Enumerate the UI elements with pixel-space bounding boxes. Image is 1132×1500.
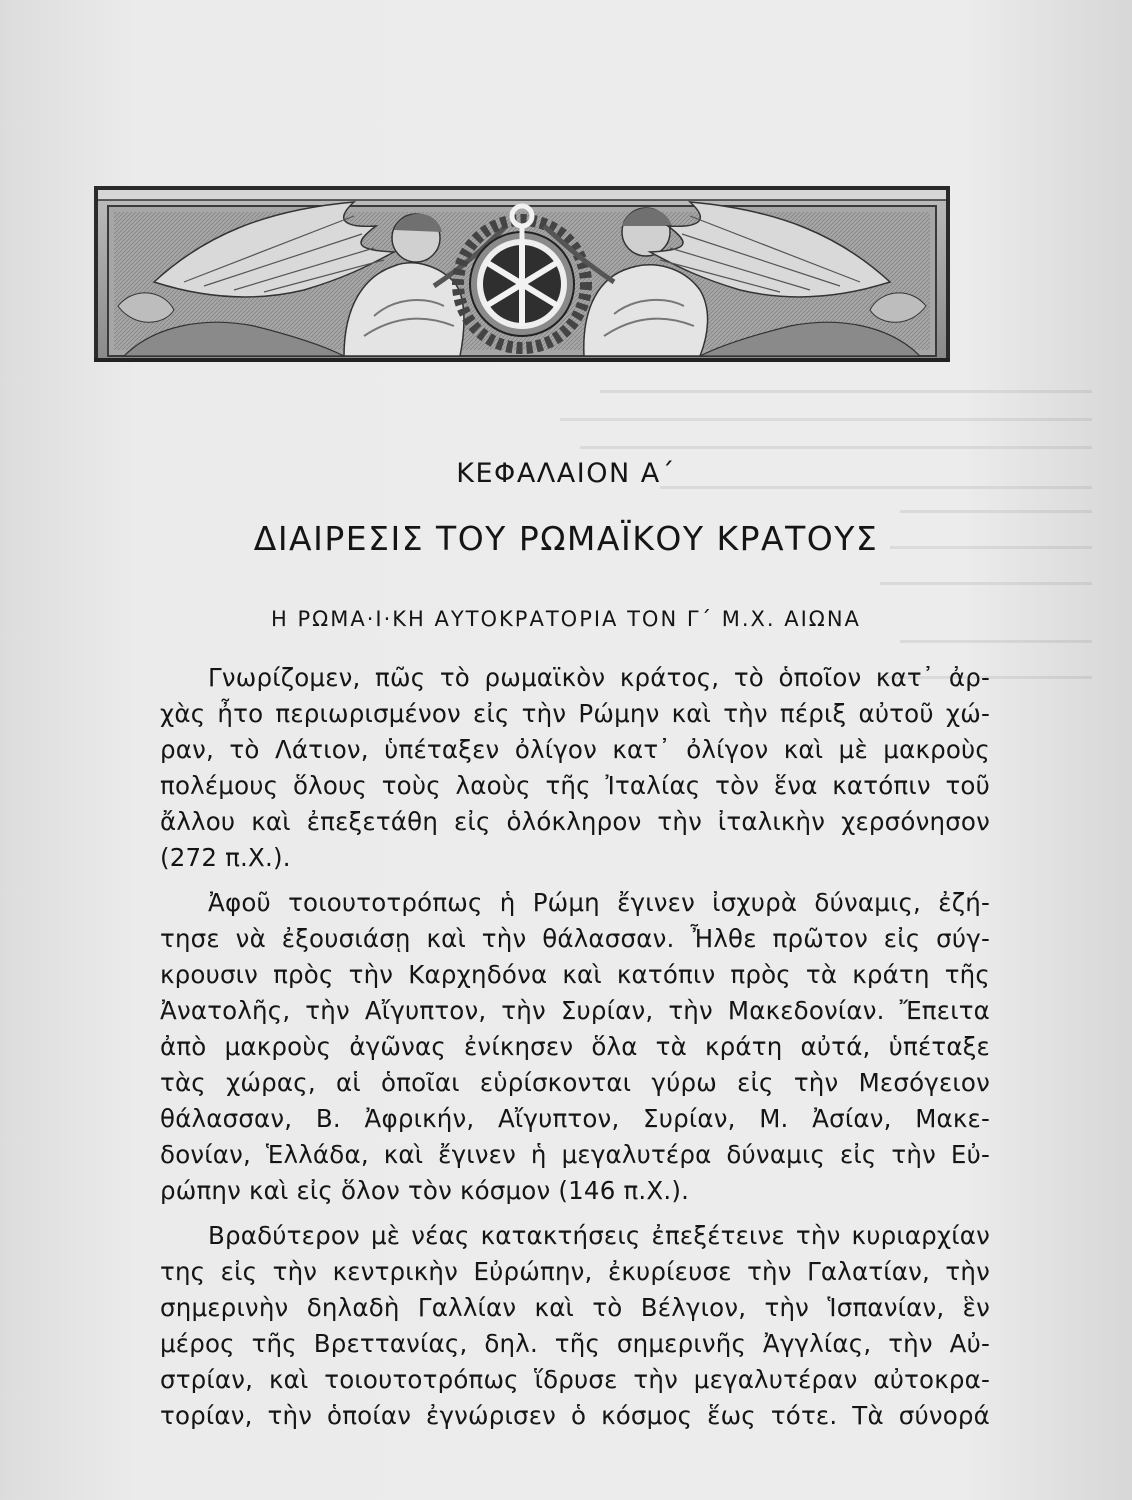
text-line: (272 π.Χ.). <box>160 843 291 872</box>
text-line: σημερινὴν δηλαδὴ Γαλλίαν καὶ τὸ Βέλγιον, τὴν Ἱσπανίαν, ἓν <box>160 1293 990 1322</box>
text-line: Ἀφοῦ τοιουτοτρόπως ἡ Ρώμη ἔγινεν ἰσχυρὰ δύναμις, ἐζή- <box>208 888 990 917</box>
frieze-drawing <box>94 186 950 362</box>
winged-figures-chi-rho-frieze-icon <box>94 186 950 362</box>
paragraph-3 <box>160 1218 990 1434</box>
text-line: μέρος τῆς Βρεττανίας, δηλ. τῆς σημερινῆς Ἀγγλίας, τὴν Αὐ- <box>160 1329 990 1358</box>
text-line: τορίαν, τὴν ὁποίαν ἐγνώρισεν ὁ κόσμος ἕως τότε. Τὰ σύνορά <box>160 1401 990 1430</box>
chapter-label: ΚΕΦΑΛΑΙΟΝ Α΄ <box>456 458 676 489</box>
text-line: Ἀνατολῆς, τὴν Αἴγυπτον, τὴν Συρίαν, τὴν Μακεδονίαν. Ἔπειτα <box>160 996 990 1025</box>
section-heading: Η ΡΩΜΑ·Ι·ΚΗ ΑΥΤΟΚΡΑΤΟΡΙΑ ΤΟΝ Γ΄ Μ.Χ. ΑΙΩΝΑ <box>271 607 861 631</box>
text-line: Γνωρίζομεν, πῶς τὸ ρωμαϊκὸν κράτος, τὸ ὁποῖον κατ᾽ ἀρ- <box>208 663 990 692</box>
text-line: πολέμους ὅλους τοὺς λαοὺς τῆς Ἰταλίας τὸν ἕνα κατόπιν τοῦ <box>160 771 990 800</box>
text-line: τησε νὰ ἐξουσιάσῃ καὶ τὴν θάλασσαν. Ἦλθε πρῶτον εἰς σύγ- <box>160 924 990 953</box>
paragraph-1 <box>160 660 990 876</box>
text-line: ραν, τὸ Λάτιον, ὑπέταξεν ὀλίγον κατ᾽ ὀλίγον καὶ μὲ μακροὺς <box>160 735 990 764</box>
text-line: ἄλλου καὶ ἐπεξετάθη εἰς ὁλόκληρον τὴν ἰταλικὴν χερσόνησον <box>160 807 990 836</box>
text-line: ἀπὸ μακροὺς ἀγῶνας ἐνίκησεν ὅλα τὰ κράτη αὐτά, ὑπέταξε <box>160 1032 990 1061</box>
text-line: τὰς χώρας, αἱ ὁποῖαι εὑρίσκονται γύρω εἰς τὴν Μεσόγειον <box>160 1068 990 1097</box>
text-line: ρώπην καὶ εἰς ὅλον τὸν κόσμον (146 π.Χ.). <box>160 1176 690 1205</box>
text-line: της εἰς τὴν κεντρικὴν Εὐρώπην, ἐκυρίευσε τὴν Γαλατίαν, τὴν <box>160 1257 990 1286</box>
paragraph-2 <box>160 885 990 1209</box>
text-line: θάλασσαν, Β. Ἀφρικήν, Αἴγυπτον, Συρίαν, Μ. Ἀσίαν, Μακε- <box>160 1104 990 1133</box>
text-line: Βραδύτερον μὲ νέας κατακτήσεις ἐπεξέτεινε τὴν κυριαρχίαν <box>208 1221 990 1250</box>
text-line: κρουσιν πρὸς τὴν Καρχηδόνα καὶ κατόπιν πρὸς τὰ κράτη τῆς <box>160 960 990 989</box>
text-line: δονίαν, Ἑλλάδα, καὶ ἔγινεν ἡ μεγαλυτέρα δύναμις εἰς τὴν Εὐ- <box>160 1140 990 1169</box>
chapter-title: ΔΙΑΙΡΕΣΙΣ ΤΟΥ ΡΩΜΑΪΚΟΥ ΚΡΑΤΟΥΣ <box>253 519 879 558</box>
text-line: στρίαν, καὶ τοιουτοτρόπως ἵδρυσε τὴν μεγαλυτέραν αὐτοκρα- <box>160 1365 990 1394</box>
text-line: χὰς ἦτο περιωρισμένον εἰς τὴν Ρώμην καὶ τὴν πέριξ αὐτοῦ χώ- <box>160 699 990 728</box>
body-text <box>160 660 990 1443</box>
